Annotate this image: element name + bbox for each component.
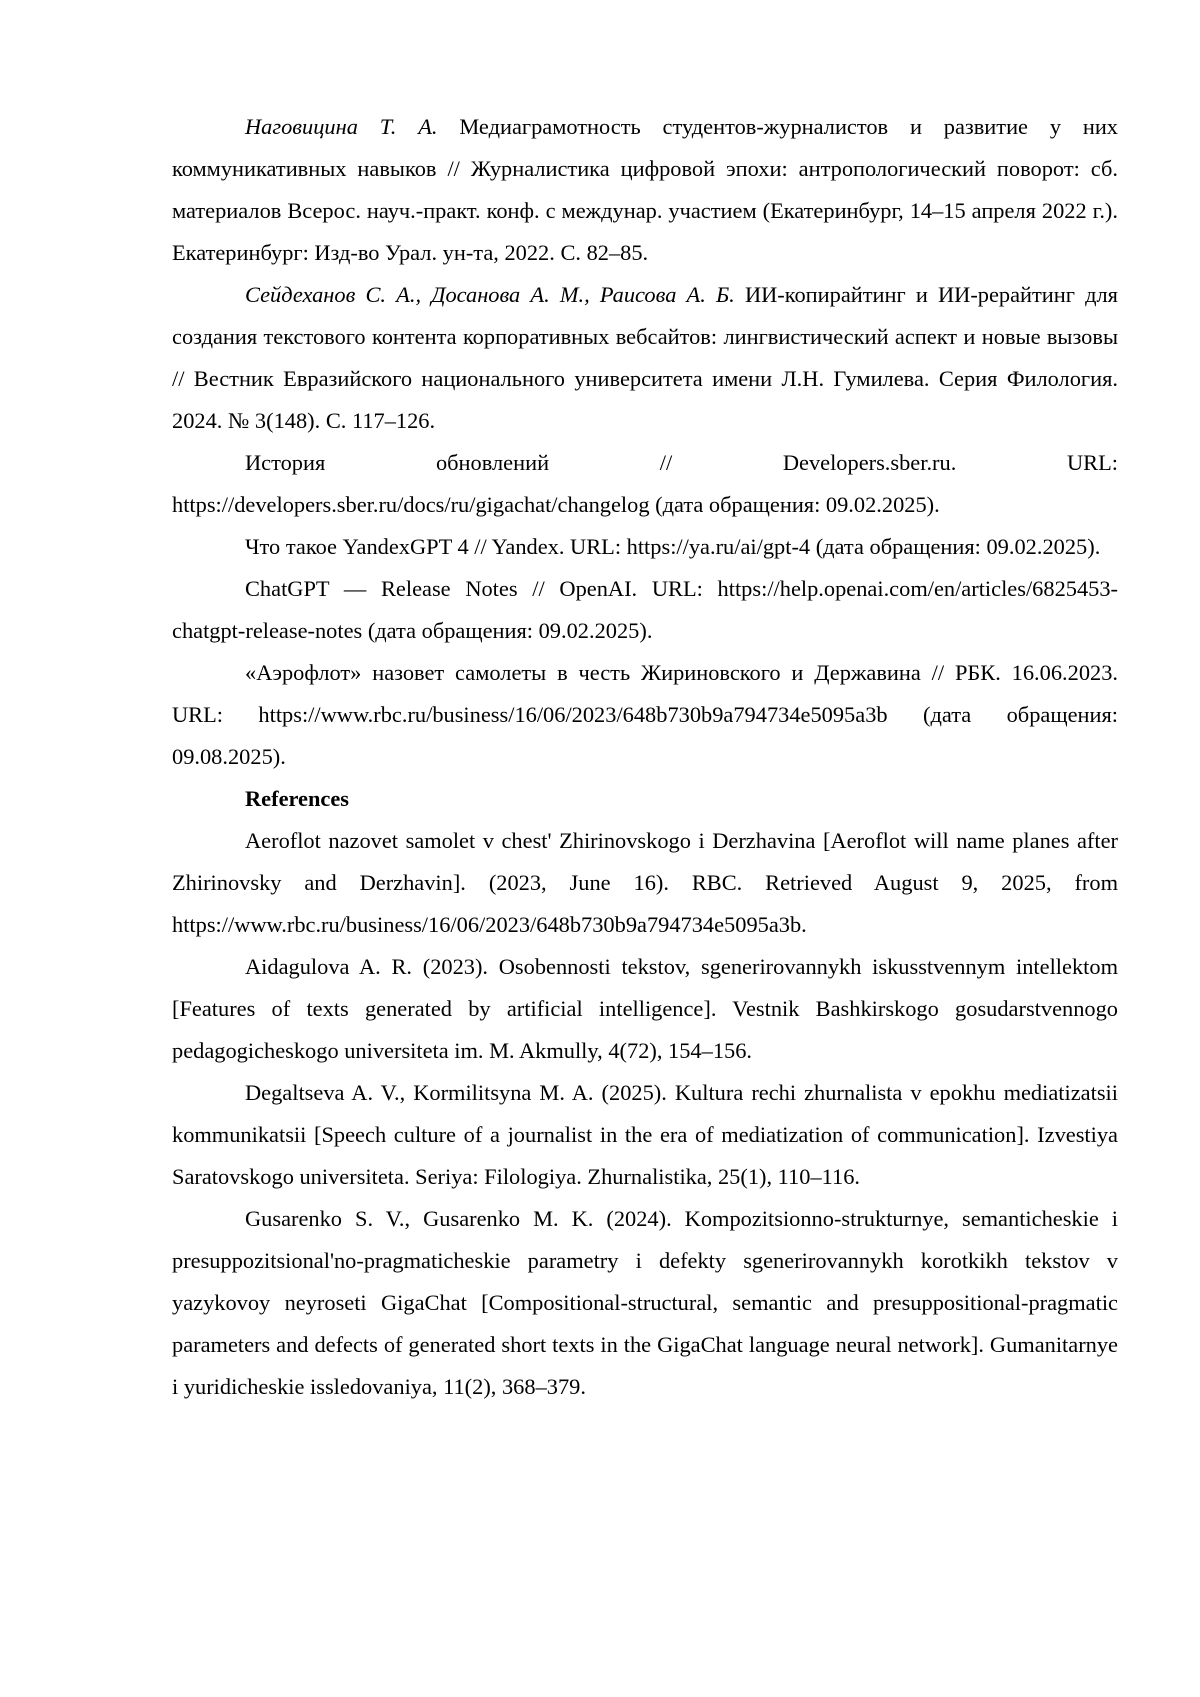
english-reference-entry: Aeroflot nazovet samolet v chest' Zhirinovskogo i Derzhavina [Aeroflot will name planes after Zhirinovsky and Derzhavin]. (2023, June 16). RBC. Retrieved August 9, 2025, from https://www.rbc.ru/business/16/06/2023/648b730b9a794734e5095a3b.	[172, 820, 1118, 946]
reference-text: ИИ-копирайтинг и ИИ-рерайтинг для создания текстового контента корпоративных вебсайтов: лингвистический аспект и новые вызовы // Вестник Евразийского национального университета имени Л.Н. Гумилева. Серия Филология. 2024. № 3(148). С. 117–126.	[172, 282, 1118, 433]
reference-entry	[172, 106, 1118, 274]
reference-entry	[172, 526, 1118, 568]
reference-text: «Аэрофлот» назовет самолеты в честь Жириновского и Державина // РБК. 16.06.2023. URL: https://www.rbc.ru/business/16/06/2023/648b730b9a794734e5095a3b (дата обращения: 09.08.2025).	[172, 660, 1118, 769]
reference-text: Что такое YandexGPT 4 // Yandex. URL: https://ya.ru/ai/gpt-4 (дата обращения: 09.02.2025).	[245, 534, 1100, 559]
reference-text: Медиаграмотность студентов-журналистов и развитие у них коммуникативных навыков // Журналистика цифровой эпохи: антропологический поворот: сб. материалов Всерос. науч.-практ. конф. с междунар. участием (Екатеринбург, 14–15 апреля 2022 г.). Екатеринбург: Изд-во Урал. ун-та, 2022. С. 82–85.	[172, 114, 1118, 265]
reference-entry	[172, 274, 1118, 442]
reference-text: История обновлений // Developers.sber.ru. URL: https://developers.sber.ru/docs/ru/gigachat/changelog (дата обращения: 09.02.2025).	[172, 450, 1118, 517]
english-reference-entry: Aidagulova A. R. (2023). Osobennosti tekstov, sgenerirovannykh iskusstvennym intellektom [Features of texts generated by artificial intelligence]. Vestnik Bashkirskogo gosudarstvennogo pedagogicheskogo universiteta im. M. Akmully, 4(72), 154–156.	[172, 946, 1118, 1072]
references-heading: References	[172, 778, 1118, 820]
english-reference-entry: Degaltseva A. V., Kormilitsyna M. A. (2025). Kultura rechi zhurnalista v epokhu mediatizatsii kommunikatsii [Speech culture of a journalist in the era of mediatization of communication]. Izvestiya Saratovskogo universiteta. Seriya: Filologiya. Zhurnalistika, 25(1), 110–116.	[172, 1072, 1118, 1198]
english-reference-entry: Gusarenko S. V., Gusarenko M. K. (2024). Kompozitsionno-strukturnye, semanticheskie i presuppozitsional'no-pragmaticheskie parametry i defekty sgenerirovannykh korotkikh tekstov v yazykovoy neyroseti GigaChat [Compositional-structural, semantic and presuppositional-pragmatic parameters and defects of generated short texts in the GigaChat language neural network]. Gumanitarnye i yuridicheskie issledovaniya, 11(2), 368–379.	[172, 1198, 1118, 1408]
reference-text: ChatGPT — Release Notes // OpenAI. URL: https://help.openai.com/en/articles/6825453-chatgpt-release-notes (дата обращения: 09.02.2025).	[172, 576, 1118, 643]
reference-entry	[172, 568, 1118, 652]
reference-entry	[172, 652, 1118, 778]
reference-entry	[172, 442, 1118, 526]
document-page	[172, 106, 1118, 1408]
reference-authors: Сейдеханов С. А., Досанова А. М., Раисова А. Б.	[245, 282, 735, 307]
reference-authors: Наговицина Т. А.	[245, 114, 437, 139]
